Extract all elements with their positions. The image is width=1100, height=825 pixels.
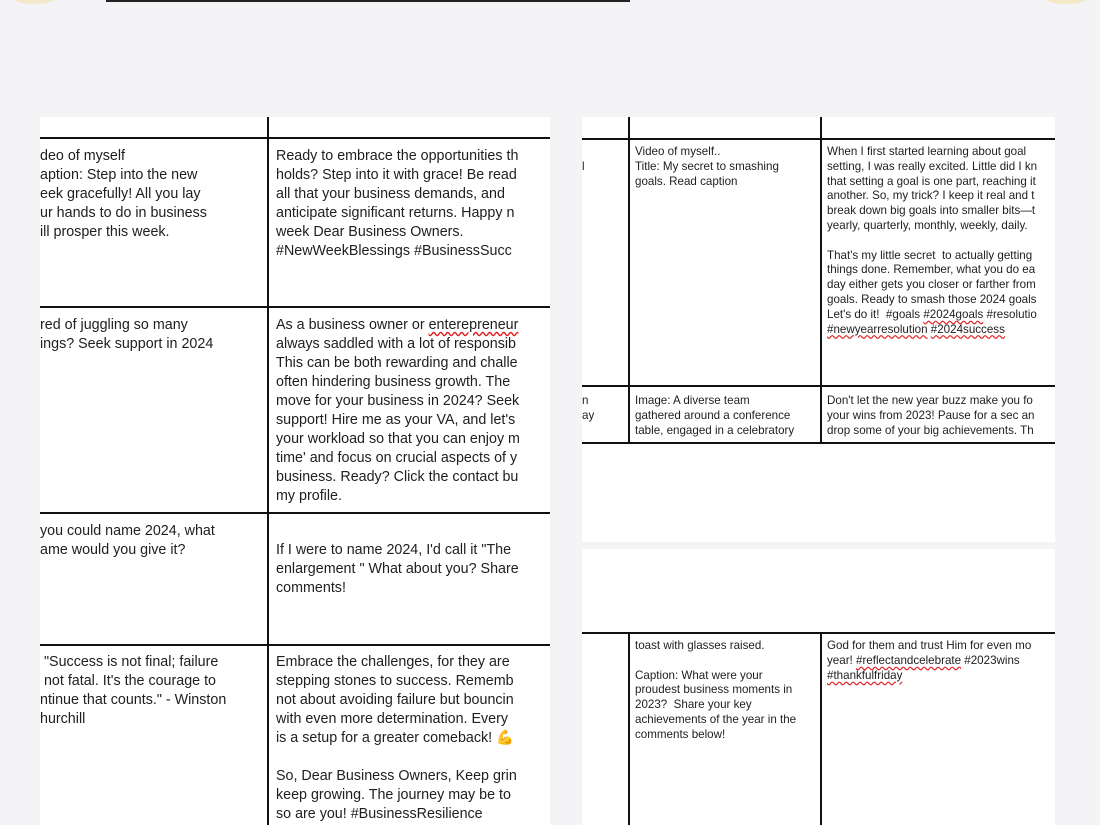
hashtag: #thankfulfriday xyxy=(827,668,903,682)
page-break xyxy=(582,542,1055,549)
caption-cell[interactable] xyxy=(827,145,1055,383)
caption-cell[interactable] xyxy=(276,316,550,508)
row-divider xyxy=(40,137,550,139)
column-divider xyxy=(267,117,269,825)
caption-text: #resolutio xyxy=(986,307,1037,321)
column-divider xyxy=(820,117,822,443)
spelling-flagged-word: enterepreneur xyxy=(428,317,519,333)
row-divider xyxy=(582,442,1055,444)
content-calendar-page-left xyxy=(40,117,550,825)
top-rule xyxy=(106,0,630,2)
caption-text: always saddled with a lot of responsib This can be both rewarding and challe often hindering business growth. The move for your business in 2024? Seek support! Hire me as your VA, and let's your workload so that you can enjoy m time' and focus on crucial aspects of y business. Ready? Click the contact bu my profile. xyxy=(276,336,520,504)
row-divider xyxy=(40,306,550,308)
hashtag: #2024success xyxy=(930,322,1005,336)
caption-cell[interactable] xyxy=(827,639,1055,825)
corner-decoration-left xyxy=(14,0,54,4)
row-divider xyxy=(582,385,1055,387)
row-divider xyxy=(40,512,550,514)
partial-cell: n ay xyxy=(582,394,595,422)
hashtag: #2024goals xyxy=(923,307,984,321)
caption-text: As a business owner or xyxy=(276,317,429,333)
topic-cell[interactable]: you could name 2024, what ame would you give it? xyxy=(40,523,215,558)
hashtag: #newyearresolution xyxy=(827,322,928,336)
media-cell[interactable]: Video of myself.. Title: My secret to smashing goals. Read caption xyxy=(635,145,779,188)
topic-cell[interactable]: "Success is not final; failure not fatal. It's the courage to ntinue that counts." - Winston hurchill xyxy=(40,654,227,727)
corner-decoration-right xyxy=(1046,0,1086,4)
column-divider xyxy=(820,632,822,825)
partial-cell: l xyxy=(582,160,585,173)
caption-cell[interactable]: Embrace the challenges, for they are stepping stones to success. Rememb not about avoiding failure but bouncin with even more determination. Every is a setup for a greater comeback! 💪 So, Dear Business Owners, Keep grin keep growing. The journey may be to so are you! #BusinessResilience xyxy=(276,654,517,822)
hashtag: #reflectandcelebrate xyxy=(856,653,962,667)
caption-text: #2023wins xyxy=(964,653,1020,667)
caption-text: When I first started learning about goal setting, I was really excited. Little did I kn that setting a goal is one part, reaching it another. So, my trick? I keep it real and t break down big goals into smaller bits—t yearly, quarterly, monthly, weekly, daily. That's my little secret to actually getting things done. Remember, what you do ea day either gets you closer or farther from goals. Ready to smash those 2024 goals Let's do it! #goals xyxy=(827,145,1038,321)
media-cell[interactable]: Image: A diverse team gathered around a conference table, engaged in a celebratory xyxy=(635,394,795,437)
caption-cell[interactable]: Don't let the new year buzz make you fo your wins from 2023! Pause for a sec an drop some of your big achievements. Th xyxy=(827,394,1035,437)
caption-cell[interactable]: Ready to embrace the opportunities th holds? Step into it with grace! Be read all that your business demands, and anticipate significant returns. Happy n week Dear Business Owners. #NewWeekBlessings #BusinessSucc xyxy=(276,148,519,259)
row-divider xyxy=(582,138,1055,140)
topic-cell[interactable]: deo of myself aption: Step into the new eek gracefully! All you lay ur hands to do in business ill prosper this week. xyxy=(40,148,207,240)
column-divider xyxy=(628,632,630,825)
topic-cell[interactable]: red of juggling so many ings? Seek support in 2024 xyxy=(40,317,214,352)
column-divider xyxy=(628,117,630,443)
media-cell[interactable]: toast with glasses raised. Caption: What were your proudest business moments in 2023? Share your key achievements of the year in the comments below! xyxy=(635,639,797,741)
caption-cell[interactable]: If I were to name 2024, I'd call it "The enlargement " What about you? Share comments! xyxy=(276,542,519,596)
caption-text: God for them and trust Him for even mo year! xyxy=(827,639,1032,667)
content-calendar-page-right xyxy=(582,117,1055,825)
row-divider xyxy=(40,644,550,646)
row-divider xyxy=(582,632,1055,634)
